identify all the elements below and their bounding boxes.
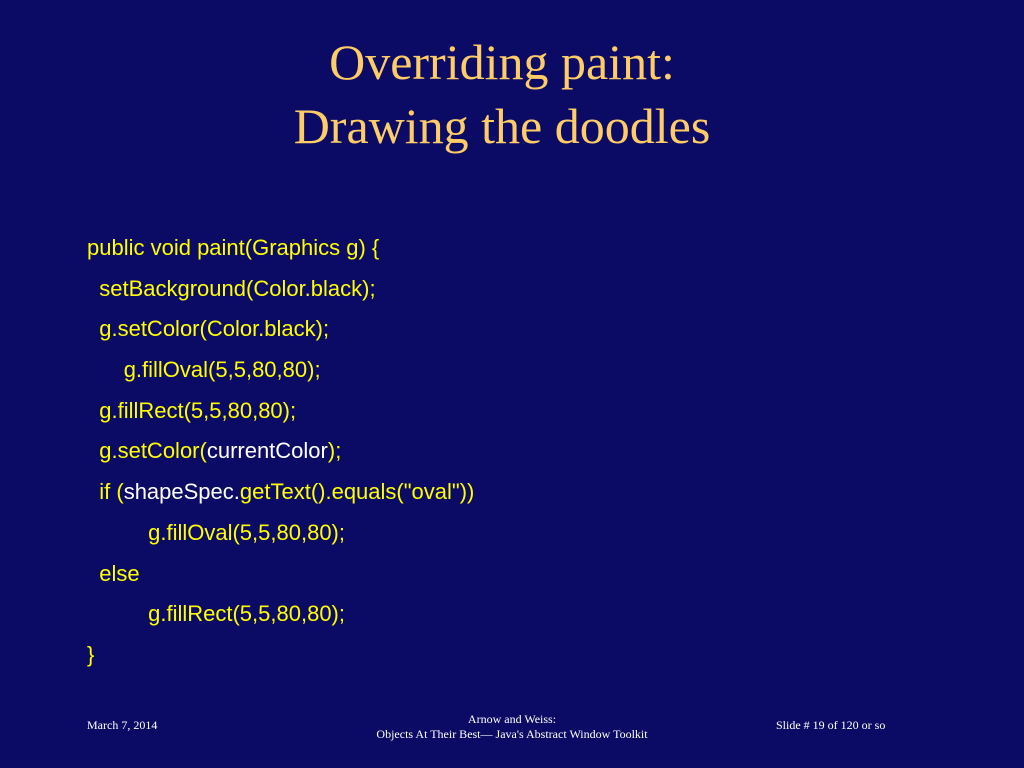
footer-date: March 7, 2014 <box>87 718 158 732</box>
footer-center <box>312 712 712 742</box>
code-indent <box>87 520 148 545</box>
code-token-highlight: shapeSpec. <box>123 479 240 505</box>
code-token: setBackground(Color.black); <box>99 275 376 301</box>
code-token: else <box>99 560 140 586</box>
code-line <box>87 474 474 515</box>
code-line <box>87 515 474 556</box>
code-indent <box>87 601 148 626</box>
code-token: g.fillRect(5,5,80,80); <box>99 397 297 423</box>
code-token-highlight: currentColor <box>206 438 328 464</box>
slide-title <box>0 30 1004 158</box>
code-indent <box>87 479 99 504</box>
code-token: g.setColor(Color.black); <box>99 316 330 342</box>
code-line <box>87 596 474 637</box>
code-token: g.fillOval(5,5,80,80); <box>123 357 321 383</box>
code-token: g.fillOval(5,5,80,80); <box>148 519 345 545</box>
code-line <box>87 352 474 393</box>
footer-slide-number: Slide # 19 of 120 or so <box>776 718 886 732</box>
code-block <box>87 230 474 678</box>
code-token: public void paint(Graphics g) { <box>87 235 380 260</box>
code-line <box>87 393 474 434</box>
footer-authors: Arnow and Weiss: <box>467 712 557 726</box>
code-indent <box>87 316 99 341</box>
code-token: getText().equals("oval")) <box>239 479 475 505</box>
code-line <box>87 271 474 312</box>
code-line <box>87 637 474 678</box>
code-line <box>87 433 474 474</box>
code-token: if ( <box>99 479 124 505</box>
code-indent <box>87 357 124 382</box>
code-indent <box>87 276 99 301</box>
code-line <box>87 311 474 352</box>
code-token: g.setColor( <box>99 438 207 464</box>
code-line <box>87 230 474 271</box>
code-token: } <box>87 641 95 667</box>
footer-book-title: Objects At Their Best— Java's Abstract Window Toolkit <box>376 727 648 741</box>
code-indent <box>87 561 99 586</box>
code-indent <box>87 398 99 423</box>
code-indent <box>87 438 99 463</box>
code-line <box>87 556 474 597</box>
slide-title-line-2: Drawing the doodles <box>293 98 711 154</box>
code-token: ); <box>327 438 342 464</box>
code-token: g.fillRect(5,5,80,80); <box>148 601 345 627</box>
slide-title-line-1: Overriding paint: <box>329 34 675 90</box>
